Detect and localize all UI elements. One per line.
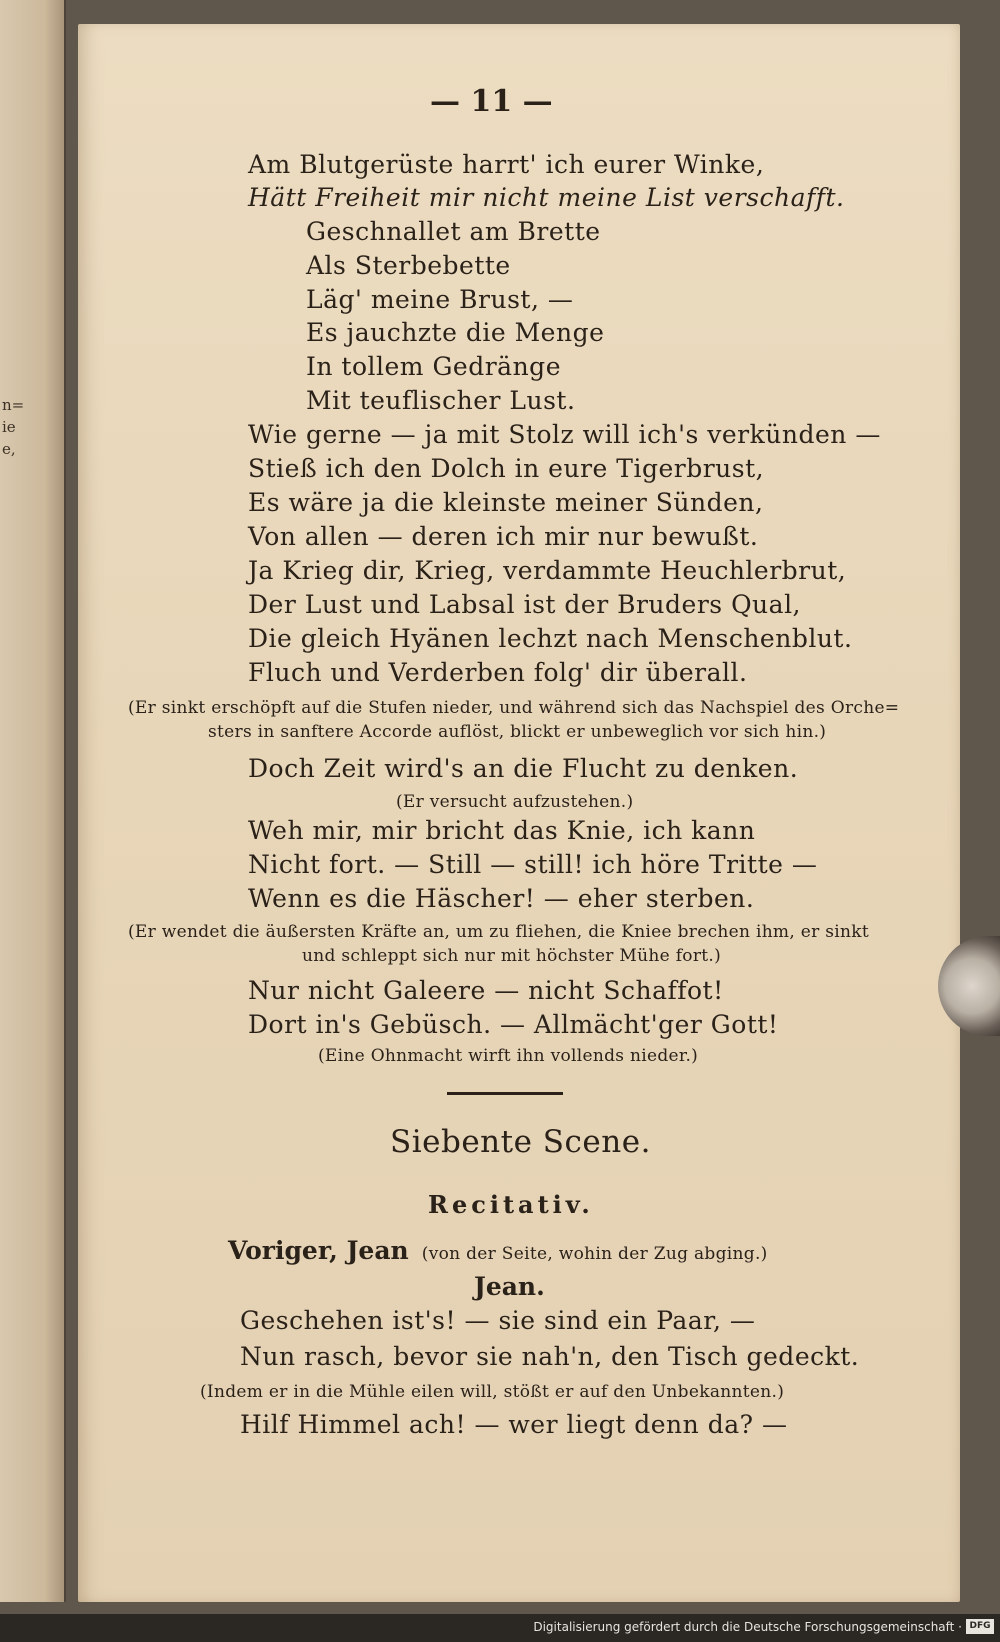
verse-line: Von allen — deren ich mir nur bewußt. [248,522,759,551]
footer-credit: Digitalisierung gefördert durch die Deutsche Forschungsgemeinschaft · [533,1620,962,1634]
speaker-name: Jean. [474,1272,545,1301]
verse-line: Fluch und Verderben folg' dir überall. [248,658,748,687]
verse-line: Nur nicht Galeere — nicht Schaffot! [248,976,724,1005]
stage-direction: (Er sinkt erschöpft auf die Stufen nieder, und während sich das Nachspiel des Orche= [128,698,900,718]
section-title: Recitativ. [428,1190,594,1219]
verse-line: Nicht fort. — Still — still! ich höre Tritte — [248,850,818,879]
page-number: — 11 — [430,84,553,119]
left-page-edge [0,0,66,1602]
verse-line: Nun rasch, bevor sie nah'n, den Tisch gedeckt. [240,1342,860,1371]
cast-line [228,1236,768,1265]
verse-line: Dort in's Gebüsch. — Allmächt'ger Gott! [248,1010,779,1039]
verse-line: Der Lust und Labsal ist der Bruders Qual, [248,590,802,619]
verse-line: Geschehen ist's! — sie sind ein Paar, — [240,1306,756,1335]
stage-direction: (Eine Ohnmacht wirft ihn vollends nieder.) [318,1046,699,1066]
section-divider [447,1092,563,1095]
verse-line: Wenn es die Häscher! — eher sterben. [248,884,755,913]
stage-direction: (Er wendet die äußersten Kräfte an, um zu fliehen, die Kniee brechen ihm, er sinkt [128,922,869,942]
verse-line: Hilf Himmel ach! — wer liegt denn da? — [240,1410,788,1439]
verse-line: Hätt Freiheit mir nicht meine List verschafft. [248,183,845,212]
footer-bar [0,1614,1000,1642]
verse-line: Weh mir, mir bricht das Knie, ich kann [248,816,756,845]
verse-line: Es jauchzte die Menge [306,318,605,347]
verse-line: Wie gerne — ja mit Stolz will ich's verkünden — [248,420,881,449]
verse-line: In tollem Gedränge [306,352,561,381]
stage-direction: und schleppt sich nur mit höchster Mühe fort.) [302,946,722,966]
verse-line: Als Sterbebette [306,251,511,280]
left-page-fragment: n= [2,396,25,414]
verse-line: Ja Krieg dir, Krieg, verdammte Heuchlerbrut, [248,556,847,585]
left-page-fragment: ie [2,418,16,436]
cast-direction: (von der Seite, wohin der Zug abging.) [421,1244,768,1264]
left-page-fragment: e, [2,440,16,458]
stage-direction: (Er versucht aufzustehen.) [396,792,634,812]
verse-line: Läg' meine Brust, — [306,285,574,314]
verse-line: Die gleich Hyänen lechzt nach Menschenblut. [248,624,853,653]
stage-direction: (Indem er in die Mühle eilen will, stößt er auf den Unbekannten.) [200,1382,785,1402]
dfg-logo: DFG [966,1619,994,1634]
verse-line: Es wäre ja die kleinste meiner Sünden, [248,488,764,517]
scene-title: Siebente Scene. [390,1124,651,1160]
verse-line: Geschnallet am Brette [306,217,601,246]
verse-line: Stieß ich den Dolch in eure Tigerbrust, [248,454,765,483]
stage-direction: sters in sanftere Accorde auflöst, blickt er unbeweglich vor sich hin.) [208,722,827,742]
verse-line: Doch Zeit wird's an die Flucht zu denken. [248,754,799,783]
verse-line: Am Blutgerüste harrt' ich eurer Winke, [248,150,765,179]
cast-names: Voriger, Jean [228,1236,409,1265]
verse-line: Mit teuflischer Lust. [306,386,576,415]
